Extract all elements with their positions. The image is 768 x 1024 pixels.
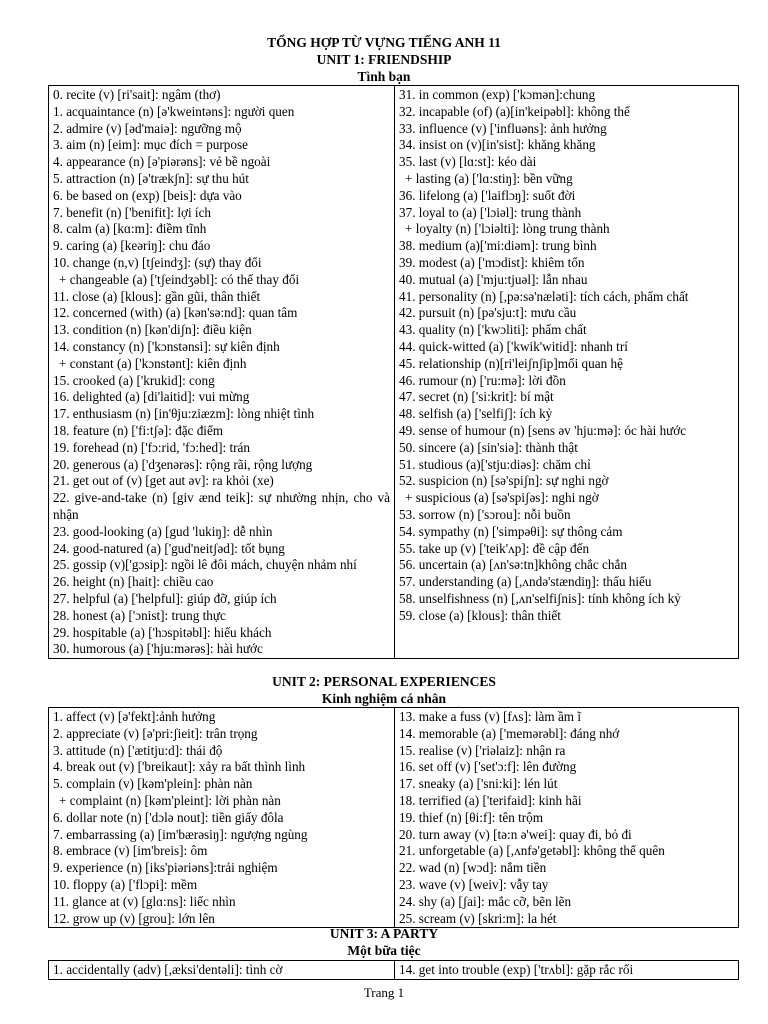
vocab-entry: 13. condition (n) [kən'diʃn]: điều kiện [53, 322, 252, 338]
vocab-entry: 40. mutual (a) ['mju:tjuəl]: lẫn nhau [399, 271, 588, 287]
vocab-entry: 15. crooked (a) ['krukid]: cong [53, 372, 215, 388]
vocab-entry: 42. pursuit (n) [pə'sju:t]: mưu cầu [399, 305, 577, 321]
vocab-entry: 8. calm (a) [kɑ:m]: điềm tĩnh [53, 221, 207, 237]
vocab-entry: 6. dollar note (n) ['dɔlə nout]: tiền giấy đôla [53, 809, 284, 825]
vocab-entry: 21. unforgetable (a) [,ʌnfə'getəbl]: không thể quên [399, 843, 665, 859]
vocab-entry: 56. uncertain (a) [ʌn'sə:tn]không chắc chắn [399, 557, 627, 573]
vocab-entry: 29. hospitable (a) ['hɔspitəbl]: hiếu khách [53, 624, 272, 640]
vocab-entry: 59. close (a) [klous]: thân thiết [399, 607, 561, 623]
unit3-right-column [395, 961, 739, 980]
vocab-entry: 4. break out (v) ['breikaut]: xảy ra bất thình lình [53, 759, 306, 775]
document-title: TỔNG HỢP TỪ VỰNG TIẾNG ANH 11 [267, 35, 501, 50]
vocab-entry: 39. modest (a) ['mɔdist]: khiêm tốn [399, 254, 585, 270]
vocab-entry: + suspicious (a) [sə'spiʃəs]: nghi ngờ [405, 490, 599, 506]
vocab-entry: 5. complain (v) [kəm'plein]: phàn nàn [53, 776, 253, 792]
vocab-entry: 17. sneaky (a) ['sni:ki]: lén lút [399, 776, 558, 792]
unit3-subheading: Một bữa tiệc [347, 943, 421, 958]
vocab-entry: 37. loyal to (a) ['lɔiəl]: trung thành [399, 204, 582, 220]
vocab-entry: 13. make a fuss (v) [fʌs]: làm ầm ĩ [399, 709, 582, 724]
vocab-entry: + constant (a) ['kɔnstənt]: kiên định [59, 355, 247, 371]
vocab-entry: 41. personality (n) [,pə:sə'næləti]: tích cách, phẩm chất [399, 288, 689, 304]
vocab-entry: 35. last (v) [lɑ:st]: kéo dài [399, 154, 537, 170]
vocab-entry: 44. quick-witted (a) ['kwik'witid]: nhanh trí [399, 338, 628, 354]
unit1-left-column [49, 86, 395, 659]
vocab-entry: 1. accidentally (adv) [,æksi'dentəli]: tình cờ [53, 962, 283, 977]
vocab-entry: 57. understanding (a) [,ʌndə'stændiŋ]: thấu hiểu [399, 574, 652, 590]
vocab-entry: 34. insist on (v)[in'sist]: khăng khăng [399, 137, 596, 153]
vocab-entry: 9. experience (n) [iks'piəriəns]:trải nghiệm [53, 860, 278, 876]
vocab-entry: 36. lifelong (a) ['laiflɔŋ]: suốt đời [399, 187, 576, 203]
vocab-entry: 48. selfish (a) ['selfiʃ]: ích kỷ [399, 406, 553, 422]
unit1-vocab-table [48, 85, 739, 659]
vocab-entry: 58. unselfishness (n) [,ʌn'selfiʃnis]: tính không ích kỷ [399, 590, 681, 606]
vocab-entry: + changeable (a) ['tʃeindʒəbl]: có thể thay đổi [59, 271, 300, 287]
vocab-entry: 53. sorrow (n) ['sɔrou]: nỗi buồn [399, 506, 571, 522]
unit3-heading: UNIT 3: A PARTY [329, 926, 439, 941]
vocab-entry: 26. height (n) [hait]: chiều cao [53, 574, 214, 590]
vocab-entry: 52. suspicion (n) [sə'spiʃn]: sự nghi ngờ [399, 473, 609, 489]
vocab-entry: 55. take up (v) ['teik'ʌp]: đề cập đến [399, 540, 590, 556]
vocab-entry: 11. glance at (v) [glɑ:ns]: liếc nhìn [53, 893, 236, 909]
vocab-entry: 22. give-and-take (n) [giv ænd teik]: sự nhường nhịn, cho và nhận [53, 490, 390, 522]
unit2-vocab-table [48, 707, 739, 928]
vocab-entry: 4. appearance (n) [ə'piərəns]: vẻ bề ngoài [53, 154, 271, 170]
vocab-entry: 47. secret (n) ['si:krit]: bí mật [399, 389, 554, 405]
vocab-entry: 10. change (n,v) [tʃeindʒ]: (sự) thay đổi [53, 254, 262, 270]
vocab-entry: 24. shy (a) [ʃai]: mắc cỡ, bẽn lẽn [399, 893, 572, 909]
vocab-entry: 18. terrified (a) ['terifaid]: kinh hãi [399, 792, 582, 808]
vocab-entry: 27. helpful (a) ['helpful]: giúp đỡ, giúp ích [53, 590, 277, 606]
vocab-entry: 51. studious (a)['stju:diəs]: chăm chỉ [399, 456, 591, 472]
vocab-entry: 14. constancy (n) ['kɔnstənsi]: sự kiên định [53, 338, 280, 354]
vocab-entry: 22. wad (n) [wɔd]: nắm tiền [399, 860, 547, 876]
unit2-right-column [395, 708, 739, 928]
unit1-subheading: Tình bạn [357, 69, 411, 84]
vocab-entry: 1. acquaintance (n) [ə'kweintəns]: người quen [53, 103, 295, 119]
unit2-subheading: Kinh nghiệm cá nhân [321, 691, 447, 706]
vocab-entry: 2. appreciate (v) [ə'pri:ʃieit]: trân trọng [53, 725, 258, 741]
vocab-entry: 32. incapable (of) (a)[in'keipəbl]: không thể [399, 103, 630, 119]
vocab-entry: 15. realise (v) ['riəlaiz]: nhận ra [399, 742, 566, 758]
vocab-entry: 14. memorable (a) ['memərəbl]: đáng nhớ [399, 725, 620, 741]
vocab-entry: 17. enthusiasm (n) [in'θju:ziæzm]: lòng nhiệt tình [53, 406, 315, 422]
vocab-entry: 5. attraction (n) [ə'trækʃn]: sự thu hút [53, 170, 249, 186]
vocab-entry: + complaint (n) [kəm'pleint]: lời phàn nàn [59, 792, 281, 808]
vocab-entry: 6. be based on (exp) [beis]: dựa vào [53, 187, 242, 203]
vocab-entry: 0. recite (v) [ri'sait]: ngâm (thơ) [53, 87, 221, 102]
vocab-entry: 20. generous (a) ['dʒenərəs]: rộng rãi, rộng lượng [53, 456, 313, 472]
vocab-entry: + loyalty (n) ['lɔiəlti]: lòng trung thành [405, 221, 610, 237]
unit1-right-column [395, 86, 739, 659]
vocab-entry: 25. gossip (v)['gɔsip]: ngồi lê đôi mách, chuyện nhảm nhí [53, 557, 357, 573]
vocab-entry: 46. rumour (n) ['ru:mə]: lời đồn [399, 372, 566, 388]
vocab-entry: 30. humorous (a) ['hju:mərəs]: hài hước [53, 641, 263, 657]
vocab-entry: 45. relationship (n)[ri'leiʃnʃip]mối quan hệ [399, 355, 623, 371]
vocab-entry: 23. wave (v) [weiv]: vẫy tay [399, 876, 549, 892]
unit3-vocab-table [48, 960, 739, 980]
vocab-entry: 19. thief (n) [θi:f]: tên trộm [399, 809, 544, 825]
vocab-entry: 2. admire (v) [əd'maiə]: ngưỡng mộ [53, 120, 242, 136]
vocab-entry: 11. close (a) [klous]: gần gũi, thân thiết [53, 288, 261, 304]
vocab-entry: 1. affect (v) [ə'fekt]:ảnh hưởng [53, 709, 216, 724]
vocab-entry: 10. floppy (a) ['flɔpi]: mềm [53, 876, 198, 892]
vocab-entry: 33. influence (v) ['influəns]: ảnh hưởng [399, 120, 607, 136]
vocab-entry: 9. caring (a) [keəriŋ]: chu đáo [53, 238, 211, 254]
vocab-entry: 25. scream (v) [skri:m]: la hét [399, 910, 557, 926]
vocab-entry: 50. sincere (a) [sin'siə]: thành thật [399, 439, 578, 455]
vocab-entry: 28. honest (a) ['ɔnist]: trung thực [53, 607, 226, 623]
vocab-entry: 54. sympathy (n) ['simpəθi]: sự thông cảm [399, 523, 623, 539]
unit3-left-column [49, 961, 395, 980]
vocab-entry: 24. good-natured (a) ['gud'neitʃəd]: tốt bụng [53, 540, 285, 556]
vocab-entry: 8. embrace (v) [im'breis]: ôm [53, 843, 208, 859]
vocab-entry: + lasting (a) ['lɑ:stiŋ]: bền vững [405, 170, 573, 186]
vocab-entry: 18. feature (n) ['fi:tʃə]: đặc điểm [53, 422, 224, 438]
vocab-entry: 7. benefit (n) ['benifit]: lợi ích [53, 204, 212, 220]
vocab-entry: 19. forehead (n) ['fɔ:rid, 'fɔ:hed]: trán [53, 439, 250, 455]
vocab-entry: 3. attitude (n) ['ætitju:d]: thái độ [53, 742, 223, 758]
vocab-entry: 38. medium (a)['mi:diəm]: trung bình [399, 238, 597, 254]
vocab-entry: 16. delighted (a) [di'laitid]: vui mừng [53, 389, 250, 405]
vocab-entry: 12. concerned (with) (a) [kən'sə:nd]: quan tâm [53, 305, 298, 321]
vocab-entry: 21. get out of (v) [get aut əv]: ra khỏi (xe) [53, 473, 274, 489]
vocab-entry: 43. quality (n) ['kwɔliti]: phẩm chất [399, 322, 587, 338]
vocab-entry: 14. get into trouble (exp) ['trʌbl]: gặp rắc rối [399, 962, 634, 977]
vocab-entry: 20. turn away (v) [tə:n ə'wei]: quay đi, bỏ đi [399, 826, 632, 842]
unit2-left-column [49, 708, 395, 928]
unit1-heading: UNIT 1: FRIENDSHIP [316, 52, 452, 67]
vocab-entry: 31. in common (exp) ['kɔmən]:chung [399, 87, 596, 102]
vocab-entry: 49. sense of humour (n) [sens əv 'hju:mə]: óc hài hước [399, 422, 687, 438]
vocab-entry: 12. grow up (v) [grou]: lớn lên [53, 910, 215, 926]
vocab-entry: 23. good-looking (a) [gud 'lukiŋ]: dễ nhìn [53, 523, 273, 539]
vocab-entry: 16. set off (v) ['set'ɔ:f]: lên đường [399, 759, 577, 775]
unit2-heading: UNIT 2: PERSONAL EXPERIENCES [272, 674, 496, 689]
vocab-entry: 7. embarrassing (a) [im'bærəsiŋ]: ngượng ngùng [53, 826, 308, 842]
page-number: Trang 1 [363, 985, 405, 1000]
vocab-entry: 3. aim (n) [eim]: mục đích = purpose [53, 137, 248, 153]
